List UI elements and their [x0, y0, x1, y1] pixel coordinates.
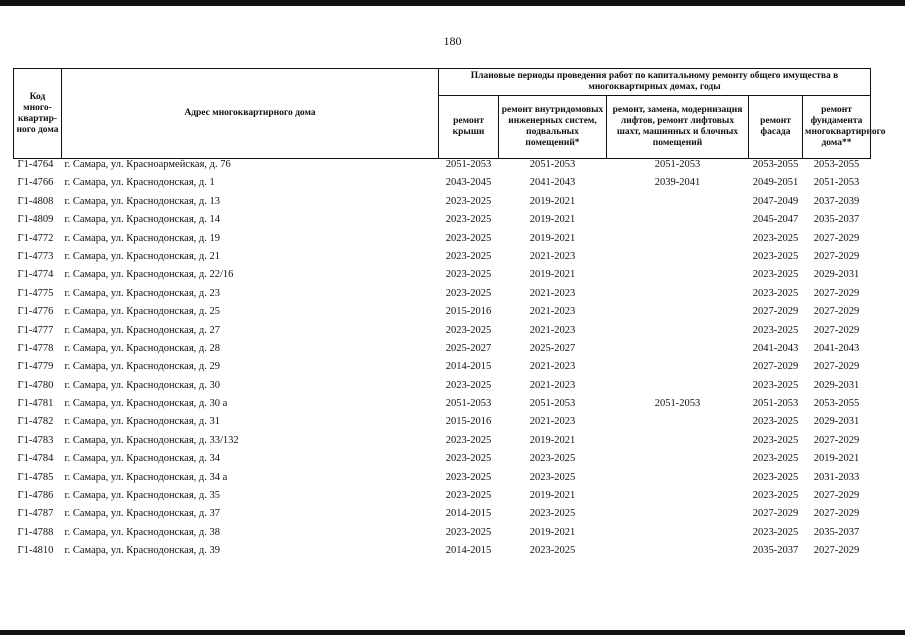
cell-period-foundation: 2035-2037	[813, 214, 860, 226]
cell-period-foundation: 2029-2031	[813, 379, 860, 391]
table-row	[14, 380, 871, 398]
cell-period-foundation: 2027-2029	[813, 490, 860, 502]
cell-period-facade: 2023-2025	[752, 490, 799, 502]
table-row	[14, 416, 871, 434]
cell-period-roof: 2014-2015	[445, 361, 492, 373]
cell-period-facade: 2053-2055	[752, 159, 799, 170]
table-row	[14, 159, 871, 178]
table-row	[14, 233, 871, 251]
cell-period-foundation: 2019-2021	[813, 453, 860, 465]
table-row	[14, 453, 871, 471]
cell-period-elevators	[607, 214, 749, 232]
cell-period-elevators	[607, 325, 749, 343]
cell-period-engineering-systems: 2019-2021	[529, 269, 576, 281]
cell-address: г. Самара, ул. Краснодонская, д. 13	[64, 195, 220, 207]
header-row-group	[14, 69, 871, 96]
cell-code: Г1-4764	[17, 159, 54, 170]
cell-period-facade: 2049-2051	[752, 177, 799, 189]
cell-code: Г1-4809	[17, 214, 54, 226]
table-row	[14, 288, 871, 306]
table-row	[14, 196, 871, 214]
table-row	[14, 398, 871, 416]
column-header-roof: ремонт крыши	[439, 96, 499, 159]
cell-address: г. Самара, ул. Краснодонская, д. 14	[64, 214, 220, 226]
cell-period-roof: 2023-2025	[445, 269, 492, 281]
cell-period-roof: 2023-2025	[445, 232, 492, 244]
cell-code: Г1-4773	[17, 250, 54, 262]
cell-address: г. Самара, ул. Краснодонская, д. 29	[64, 361, 220, 373]
cell-address: г. Самара, ул. Краснодонская, д. 27	[64, 324, 220, 336]
cell-period-engineering-systems: 2019-2021	[529, 214, 576, 226]
cell-code: Г1-4779	[17, 361, 54, 373]
cell-period-engineering-systems: 2025-2027	[529, 342, 576, 354]
cell-code: Г1-4810	[17, 545, 54, 557]
cell-period-roof: 2015-2016	[445, 416, 492, 428]
cell-period-foundation: 2031-2033	[813, 471, 860, 483]
cell-period-roof: 2023-2025	[445, 526, 492, 538]
table-row	[14, 214, 871, 232]
cell-period-elevators	[607, 251, 749, 269]
table-row	[14, 490, 871, 508]
cell-period-elevators	[607, 527, 749, 545]
cell-period-engineering-systems: 2021-2023	[529, 324, 576, 336]
cell-address: г. Самара, ул. Краснодонская, д. 21	[64, 250, 220, 262]
table-row	[14, 269, 871, 287]
table-row	[14, 435, 871, 453]
column-header-address: Адрес многоквартирного дома	[62, 69, 439, 159]
cell-period-roof: 2023-2025	[445, 287, 492, 299]
cell-code: Г1-4783	[17, 434, 54, 446]
cell-period-foundation: 2027-2029	[813, 250, 860, 262]
cell-period-roof: 2023-2025	[445, 379, 492, 391]
cell-address: г. Самара, ул. Краснодонская, д. 33/132	[64, 434, 239, 446]
table-row	[14, 325, 871, 343]
cell-code: Г1-4808	[17, 195, 54, 207]
cell-period-facade: 2051-2053	[752, 398, 799, 410]
cell-period-facade: 2023-2025	[752, 269, 799, 281]
table-row	[14, 177, 871, 195]
cell-address: г. Самара, ул. Краснодонская, д. 22/16	[64, 269, 234, 281]
cell-period-elevators	[607, 435, 749, 453]
table-row	[14, 472, 871, 490]
cell-period-facade: 2023-2025	[752, 526, 799, 538]
cell-period-facade: 2023-2025	[752, 379, 799, 391]
cell-code: Г1-4777	[17, 324, 54, 336]
cell-period-foundation: 2027-2029	[813, 306, 860, 318]
cell-period-foundation: 2027-2029	[813, 361, 860, 373]
cell-period-foundation: 2037-2039	[813, 195, 860, 207]
cell-code: Г1-4775	[17, 287, 54, 299]
table-row	[14, 508, 871, 526]
cell-period-facade: 2023-2025	[752, 287, 799, 299]
cell-period-elevators	[607, 416, 749, 434]
cell-period-roof: 2014-2015	[445, 545, 492, 557]
column-header-engineering-systems: ремонт внутридомовых инженерных систем, подвальных помещений*	[499, 96, 607, 159]
table-row	[14, 545, 871, 563]
repair-schedule-table	[13, 68, 886, 564]
table-row	[14, 251, 871, 269]
cell-code: Г1-4788	[17, 526, 54, 538]
cell-code: Г1-4780	[17, 379, 54, 391]
cell-period-roof: 2023-2025	[445, 195, 492, 207]
cell-period-elevators	[607, 545, 749, 563]
cell-period-roof: 2023-2025	[445, 490, 492, 502]
cell-code: Г1-4785	[17, 471, 54, 483]
cell-period-roof: 2043-2045	[445, 177, 492, 189]
cell-period-foundation: 2035-2037	[813, 526, 860, 538]
cell-period-elevators	[607, 472, 749, 490]
cell-period-foundation: 2027-2029	[813, 508, 860, 520]
bottom-border	[0, 630, 905, 635]
cell-period-elevators	[607, 343, 749, 361]
cell-period-roof: 2014-2015	[445, 508, 492, 520]
cell-period-engineering-systems: 2019-2021	[529, 195, 576, 207]
cell-period-elevators	[607, 380, 749, 398]
cell-code: Г1-4784	[17, 453, 54, 465]
cell-period-engineering-systems: 2021-2023	[529, 250, 576, 262]
cell-period-roof: 2025-2027	[445, 342, 492, 354]
cell-period-foundation: 2029-2031	[813, 269, 860, 281]
cell-period-elevators: 2051-2053	[654, 159, 701, 170]
cell-period-roof: 2023-2025	[445, 471, 492, 483]
cell-period-foundation: 2053-2055	[813, 398, 860, 410]
cell-address: г. Самара, ул. Краснодонская, д. 38	[64, 526, 220, 538]
cell-period-roof: 2051-2053	[445, 398, 492, 410]
top-border	[0, 0, 905, 6]
cell-period-elevators	[607, 233, 749, 251]
cell-period-engineering-systems: 2051-2053	[529, 159, 576, 170]
cell-period-facade: 2027-2029	[752, 306, 799, 318]
cell-code: Г1-4781	[17, 398, 54, 410]
cell-period-foundation: 2027-2029	[813, 287, 860, 299]
cell-period-elevators	[607, 508, 749, 526]
cell-period-engineering-systems: 2021-2023	[529, 287, 576, 299]
cell-address: г. Самара, ул. Краснодонская, д. 30	[64, 379, 220, 391]
cell-address: г. Самара, ул. Краснодонская, д. 30 а	[64, 398, 228, 410]
cell-period-engineering-systems: 2023-2025	[529, 453, 576, 465]
cell-period-foundation: 2027-2029	[813, 232, 860, 244]
cell-period-foundation: 2029-2031	[813, 416, 860, 428]
table-row	[14, 306, 871, 324]
cell-period-facade: 2023-2025	[752, 416, 799, 428]
cell-period-foundation: 2051-2053	[813, 177, 860, 189]
cell-address: г. Самара, ул. Краснодонская, д. 37	[64, 508, 220, 520]
cell-period-engineering-systems: 2021-2023	[529, 306, 576, 318]
cell-period-facade: 2027-2029	[752, 361, 799, 373]
cell-address: г. Самара, ул. Краснодонская, д. 19	[64, 232, 220, 244]
cell-period-roof: 2023-2025	[445, 434, 492, 446]
cell-period-facade: 2023-2025	[752, 250, 799, 262]
cell-period-elevators	[607, 306, 749, 324]
cell-period-facade: 2041-2043	[752, 342, 799, 354]
cell-period-foundation: 2027-2029	[813, 324, 860, 336]
cell-address: г. Самара, ул. Краснодонская, д. 31	[64, 416, 220, 428]
cell-address: г. Самара, ул. Краснодонская, д. 23	[64, 287, 220, 299]
cell-code: Г1-4766	[17, 177, 54, 189]
cell-period-elevators	[607, 196, 749, 214]
cell-period-facade: 2023-2025	[752, 453, 799, 465]
cell-period-roof: 2023-2025	[445, 453, 492, 465]
table-row	[14, 527, 871, 545]
cell-code: Г1-4786	[17, 490, 54, 502]
cell-period-engineering-systems: 2023-2025	[529, 508, 576, 520]
cell-period-engineering-systems: 2019-2021	[529, 526, 576, 538]
cell-address: г. Самара, ул. Краснодонская, д. 28	[64, 342, 220, 354]
cell-period-engineering-systems: 2021-2023	[529, 379, 576, 391]
cell-period-roof: 2023-2025	[445, 214, 492, 226]
cell-period-roof: 2015-2016	[445, 306, 492, 318]
cell-period-facade: 2047-2049	[752, 195, 799, 207]
cell-period-engineering-systems: 2051-2053	[529, 398, 576, 410]
page-number: 180	[443, 34, 462, 48]
cell-period-roof: 2023-2025	[445, 324, 492, 336]
column-header-elevators: ремонт, замена, модернизация лифтов, ремонт лифтовых шахт, машинных и блочных помещений	[607, 96, 749, 159]
cell-period-facade: 2023-2025	[752, 232, 799, 244]
column-header-code: Код много-квартир-ного дома	[14, 69, 62, 159]
cell-code: Г1-4787	[17, 508, 54, 520]
cell-period-foundation: 2053-2055	[813, 159, 860, 170]
cell-period-facade: 2035-2037	[752, 545, 799, 557]
cell-period-engineering-systems: 2021-2023	[529, 416, 576, 428]
cell-code: Г1-4778	[17, 342, 54, 354]
cell-address: г. Самара, ул. Краснодонская, д. 39	[64, 545, 220, 557]
table-body	[14, 159, 871, 564]
cell-period-facade: 2023-2025	[752, 471, 799, 483]
cell-period-engineering-systems: 2019-2021	[529, 232, 576, 244]
cell-address: г. Самара, ул. Краснодонская, д. 34	[64, 453, 220, 465]
table-row	[14, 361, 871, 379]
cell-period-elevators: 2051-2053	[654, 398, 701, 410]
cell-period-foundation: 2027-2029	[813, 434, 860, 446]
cell-period-engineering-systems: 2019-2021	[529, 434, 576, 446]
cell-period-facade: 2027-2029	[752, 508, 799, 520]
cell-code: Г1-4776	[17, 306, 54, 318]
cell-period-engineering-systems: 2021-2023	[529, 361, 576, 373]
cell-period-engineering-systems: 2023-2025	[529, 545, 576, 557]
cell-period-elevators	[607, 269, 749, 287]
cell-period-elevators	[607, 288, 749, 306]
cell-address: г. Самара, ул. Краснодонская, д. 25	[64, 306, 220, 318]
cell-code: Г1-4772	[17, 232, 54, 244]
table-row	[14, 343, 871, 361]
cell-period-facade: 2023-2025	[752, 324, 799, 336]
cell-address: г. Самара, ул. Краснодонская, д. 34 а	[64, 471, 228, 483]
table-header	[14, 69, 886, 159]
column-header-facade: ремонт фасада	[749, 96, 803, 159]
cell-period-foundation: 2027-2029	[813, 545, 860, 557]
cell-address: г. Самара, ул. Краснодонская, д. 35	[64, 490, 220, 502]
cell-address: г. Самара, ул. Краснодонская, д. 1	[64, 177, 215, 189]
cell-period-foundation: 2041-2043	[813, 342, 860, 354]
cell-period-facade: 2023-2025	[752, 434, 799, 446]
cell-period-engineering-systems: 2023-2025	[529, 471, 576, 483]
cell-code: Г1-4774	[17, 269, 54, 281]
cell-period-engineering-systems: 2041-2043	[529, 177, 576, 189]
column-header-foundation: ремонт фундамента многоквартирного дома**	[803, 96, 871, 159]
cell-period-roof: 2023-2025	[445, 250, 492, 262]
column-header-group: Плановые периоды проведения работ по капитальному ремонту общего имущества в многоквартирных домах, годы	[439, 69, 871, 96]
cell-period-elevators: 2039-2041	[654, 177, 701, 189]
cell-code: Г1-4782	[17, 416, 54, 428]
cell-period-elevators	[607, 453, 749, 471]
cell-period-elevators	[607, 490, 749, 508]
cell-period-engineering-systems: 2019-2021	[529, 490, 576, 502]
cell-period-facade: 2045-2047	[752, 214, 799, 226]
cell-period-roof: 2051-2053	[445, 159, 492, 170]
cell-address: г. Самара, ул. Красноармейская, д. 76	[64, 159, 231, 170]
cell-period-elevators	[607, 361, 749, 379]
